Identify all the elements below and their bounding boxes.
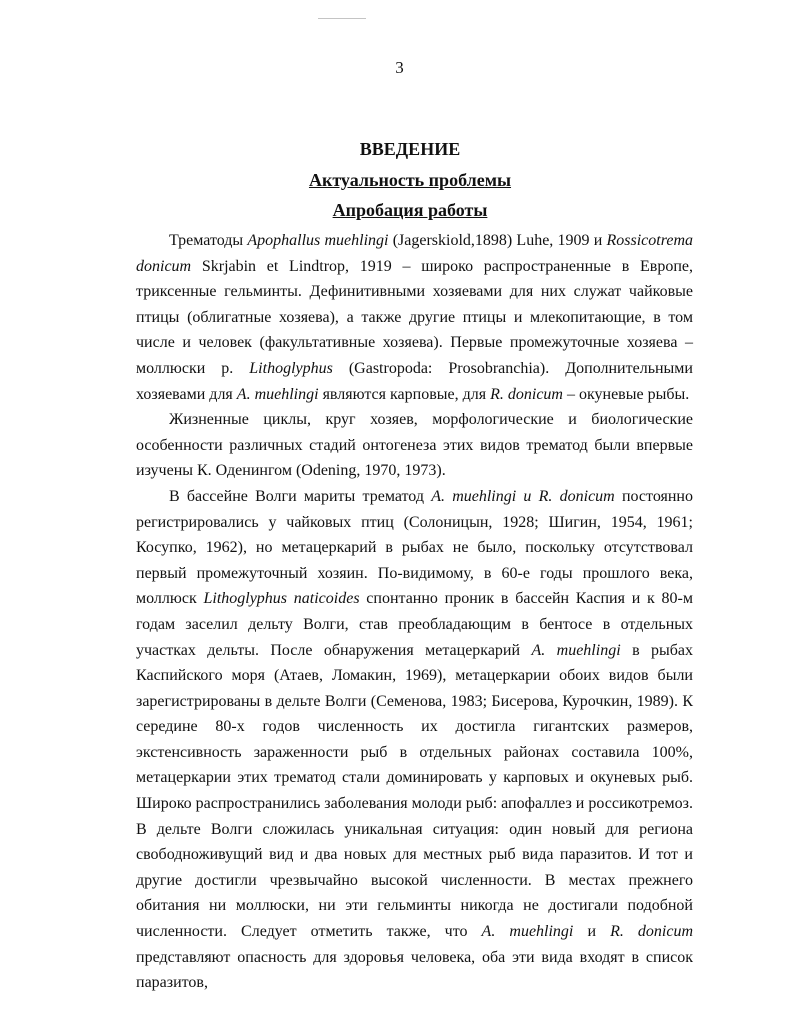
italic-term: Rossicotrema donicum — [136, 232, 693, 275]
section-heading: ВВЕДЕНИЕ — [359, 139, 461, 159]
text-run: Трематоды — [169, 232, 248, 249]
text-run: представляют опасность для здоровья человека, оба эти вида входят в список паразитов, — [136, 948, 693, 992]
italic-term: A. muehlingi и R. donicum — [431, 487, 615, 505]
text-run: (Gastropoda: Prosobranchia). Дополнительными хозяевами для — [136, 359, 693, 403]
italic-term: Apophallus muehlingi — [247, 232, 389, 249]
paragraph — [136, 484, 693, 996]
italic-term: A. muehlingi — [531, 641, 621, 659]
italic-term: Lithoglyphus naticoides — [203, 590, 360, 608]
text-run: Skrjabin et Lindtrop, 1919 – широко распространенные в Европе, триксенные гельминты. Дефинитивными хозяевами для них служат чайковые птицы (облигатные хозяева), а также другие птицы и млекопитающие, в том числе и человек (факультативные хозяева). Первые промежуточные хозяева – моллюски р. — [136, 257, 693, 377]
text-run: являются карповые, для — [318, 385, 491, 403]
text-run: постоянно регистрировались у чайковых птиц (Солоницын, 1928; Шигин, 1954, 1961; Косупко, 1962), но метацеркарий в рыбах не было, поскольку отсутствовал первый промежуточный хозяин. По-видимому, в 60-е годы прошлого века, моллюск — [136, 487, 693, 608]
italic-term: A. muehlingi — [481, 923, 574, 941]
scan-artifact — [318, 18, 366, 19]
text-run: – окуневые рыбы. — [562, 385, 690, 403]
text-run: в рыбах Каспийского моря (Атаев, Ломакин, 1969), метацеркарии обоих видов были зарегистрированы в дельте Волги (Семенова, 1983; Бисерова, Курочкин, 1989). К середине 80-х годов численность их достигла гигантских размеров, экстенсивность зараженности рыб в отдельных районах составила 100%, метацеркарии этих трематод стали доминировать у карповых и окуневых рыб. Широко распространились заболевания молоди рыб: апофаллез и россикотремоз. В дельте Волги сложилась уникальная ситуация: один новый для региона свободноживущий вид и два новых для местных рыб вида паразитов. И тот и другие достигли чрезвычайно высокой численности. В местах прежнего обитания ни моллюски, ни эти гельминты никогда не достигали подобной численности. Следует отметить также, что — [136, 641, 694, 941]
text-run: спонтанно проник в бассейн Каспия и к 80-м годам заселил дельту Волги, став преобладающим в бентосе в отдельных участках дельты. После обнаружения метацеркарий — [136, 590, 693, 659]
page-number: 3 — [395, 58, 404, 77]
paragraph — [136, 407, 693, 484]
italic-term: R. donicum — [610, 923, 693, 941]
body-text — [136, 228, 693, 996]
italic-term: A. muehlingi — [236, 385, 319, 403]
subsection-heading-relevance: Актуальность проблемы — [308, 170, 512, 190]
subsection-heading-approbation: Апробация работы — [332, 200, 488, 220]
text-run: В бассейне Волги мариты трематод — [169, 487, 432, 505]
text-run: и — [573, 923, 611, 941]
text-run: Жизненные циклы, круг хозяев, морфологические и биологические особенности различных стадий онтогенеза этих видов трематод были впервые изучены К. Оденингом (Odening, 1970, 1973). — [136, 411, 693, 480]
italic-term: Lithoglyphus — [249, 359, 333, 377]
italic-term: R. donicum — [490, 385, 563, 403]
paragraph — [136, 228, 693, 407]
text-run: (Jagerskiold,1898) Luhe, 1909 и — [388, 232, 607, 249]
